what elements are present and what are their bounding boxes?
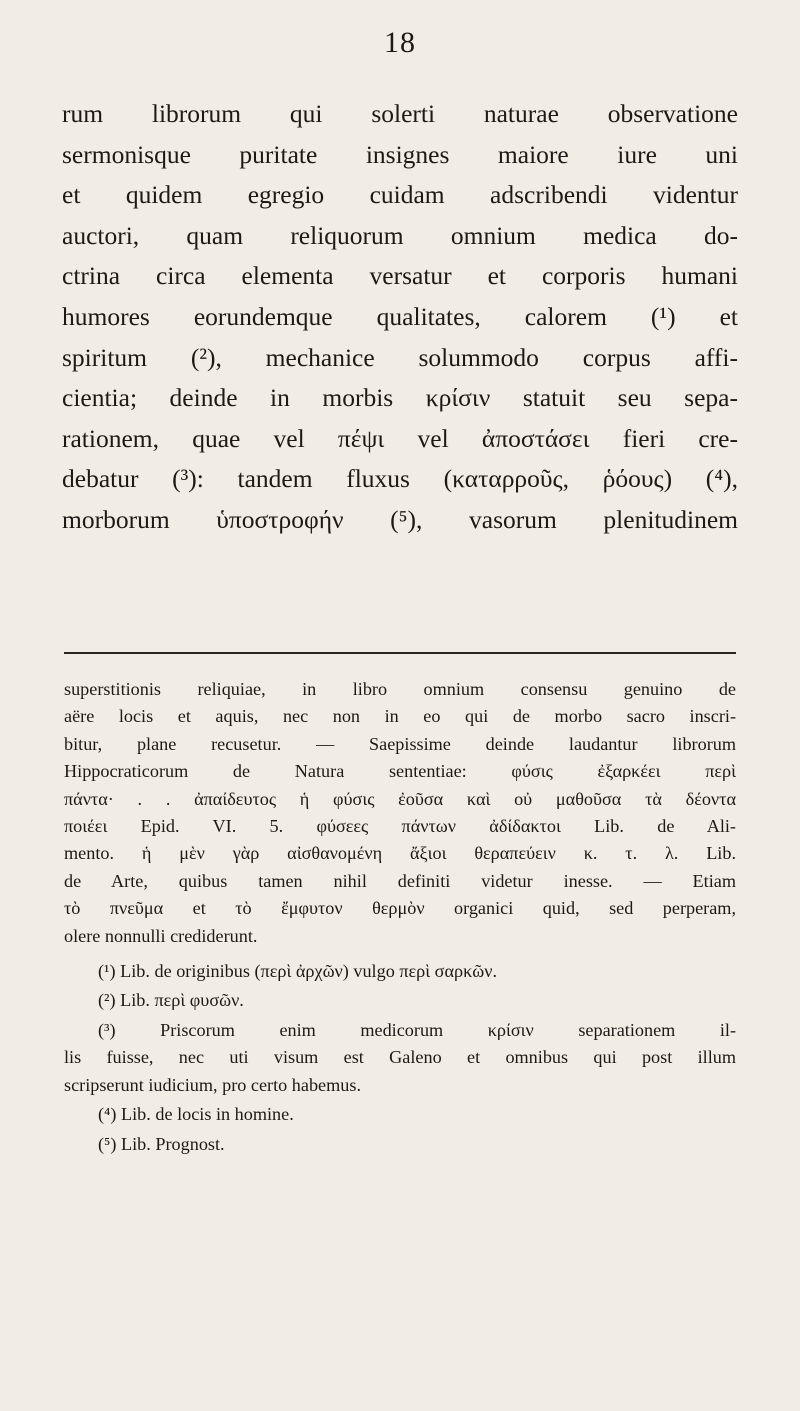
main-text-line: ctrina circa elementa versatur et corporis humani	[62, 261, 738, 291]
main-text-line: et quidem egregio cuidam adscribendi videntur	[62, 180, 738, 210]
main-text-line: sermonisque puritate insignes maiore iure uni	[62, 139, 738, 169]
note-line: Hippocraticorum de Natura sententiae: φύσις ἐξαρκέει περὶ	[64, 761, 736, 782]
footnote-mark: (⁴)	[98, 1104, 117, 1125]
footnote-text: Lib. de locis in homine.	[121, 1104, 294, 1125]
main-text-line: morborum ὑποστροφήν (⁵), vasorum plenitudinem	[62, 504, 738, 534]
note-line: olere nonnulli crediderunt.	[64, 925, 258, 946]
note-line: bitur, plane recusetur. — Saepissime deinde laudantur librorum	[64, 733, 736, 754]
footnote-text: Lib. de originibus (περὶ ἀρχῶν) vulgo περὶ σαρκῶν.	[120, 961, 497, 982]
note-line: mento. ἡ μὲν γὰρ αἰσθανομένη ἄξιοι θεραπεύειν κ. τ. λ. Lib.	[64, 843, 736, 864]
footnote-1	[64, 958, 736, 985]
footnote-mark: (¹)	[98, 961, 116, 982]
footnote-text: Priscorum enim medicorum κρίσιν separationem il-	[160, 1019, 736, 1040]
main-text-line: debatur (³): tandem fluxus (καταρροῦς, ῥόους) (⁴),	[62, 464, 738, 494]
note-line: superstitionis reliquiae, in libro omnium consensu genuino de	[64, 679, 736, 699]
note-line: τὸ πνεῦμα et τὸ ἔμφυτον θερμὸν organici quid, sed perperam,	[64, 898, 736, 919]
footnote-3	[64, 1017, 736, 1099]
note-line: ποιέει Epid. VI. 5. φύσεες πάντων ἀδίδακτοι Lib. de Ali-	[64, 816, 736, 837]
page-number: 18	[384, 26, 416, 59]
footnote-line	[64, 1017, 736, 1044]
notes-block	[64, 676, 736, 1158]
main-text-line: cientia; deinde in morbis κρίσιν statuit seu sepa-	[62, 383, 738, 413]
footnote-mark: (⁵)	[98, 1133, 117, 1154]
main-text-block	[62, 94, 738, 541]
footnote-text: Lib. περὶ φυσῶν.	[120, 990, 244, 1011]
note-line: de Arte, quibus tamen nihil definiti videtur inesse. — Etiam	[64, 870, 736, 891]
footnote-5	[64, 1131, 736, 1158]
footnote-divider-rule	[64, 652, 736, 654]
spacer	[64, 950, 736, 956]
footnote-mark: (³)	[98, 1019, 116, 1040]
main-text-line: humores eorundemque qualitates, calorem (¹) et	[62, 301, 738, 331]
main-text-line: rationem, quae vel πέψι vel ἀποστάσει fieri cre-	[62, 423, 738, 453]
main-text-line: rum librorum qui solerti naturae observatione	[62, 99, 738, 128]
note-line: πάντα· . . ἀπαίδευτος ἡ φύσις ἐοῦσα καὶ οὐ μαθοῦσα τὰ δέοντα	[64, 788, 736, 809]
footnote-4	[64, 1101, 736, 1128]
note-line: aëre locis et aquis, nec non in eo qui de morbo sacro inscri-	[64, 706, 736, 727]
footnote-line: scripserunt iudicium, pro certo habemus.	[64, 1074, 361, 1095]
footnote-mark: (²)	[98, 990, 116, 1011]
footnote-line: lis fuisse, nec uti visum est Galeno et omnibus qui post illum	[64, 1047, 736, 1068]
main-text-line: auctori, quam reliquorum omnium medica do-	[62, 220, 738, 250]
footnote-text: Lib. Prognost.	[121, 1133, 225, 1154]
footnote-2	[64, 987, 736, 1014]
main-text-line: spiritum (²), mechanice solummodo corpus affi-	[62, 342, 738, 372]
